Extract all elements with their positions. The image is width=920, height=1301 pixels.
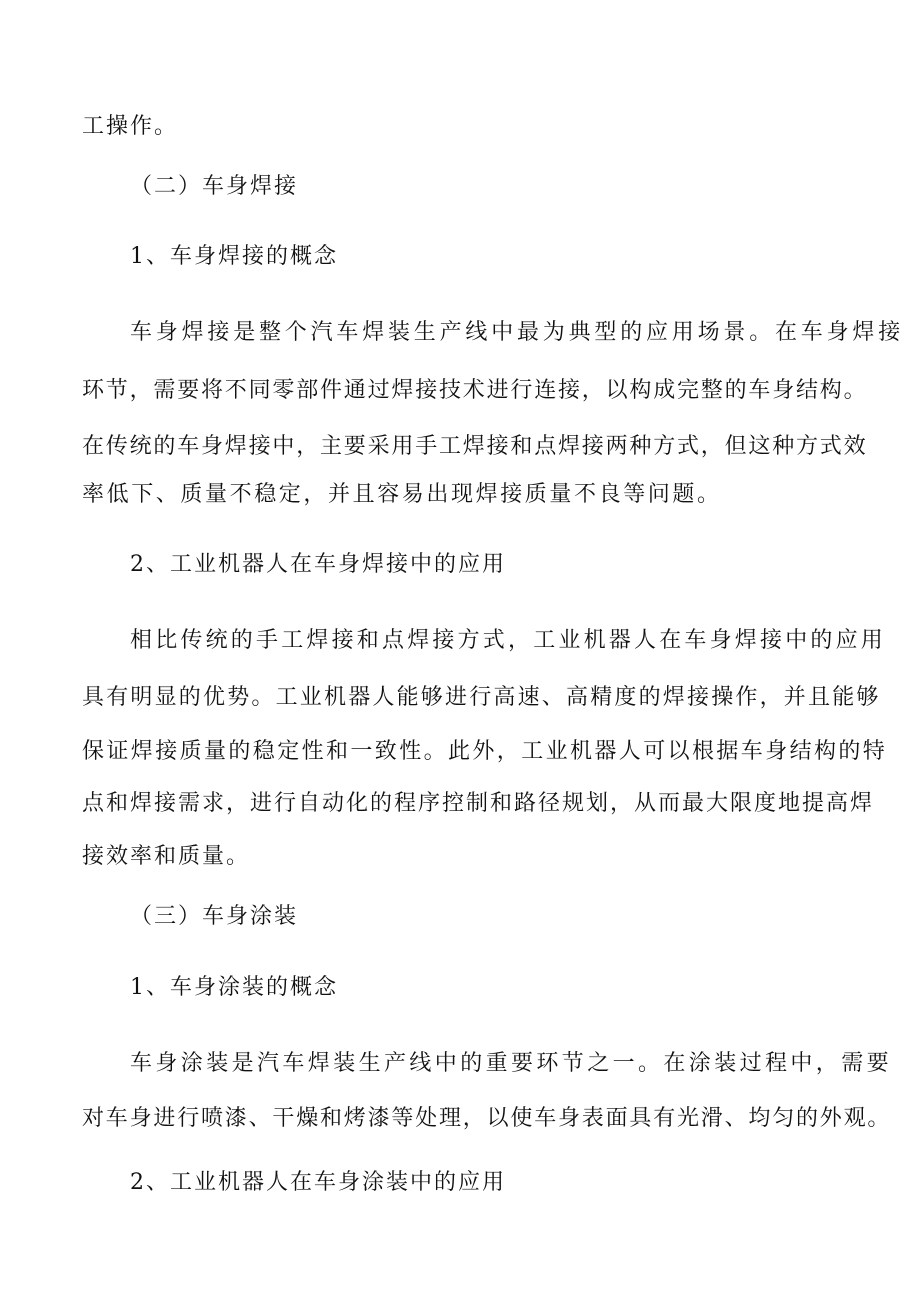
paragraph-welding-concept-line-4: 率低下、质量不稳定，并且容易出现焊接质量不良等问题。 xyxy=(82,482,722,507)
paragraph-painting-concept-line-2: 对车身进行喷漆、干燥和烤漆等处理，以使车身表面具有光滑、均匀的外观。 xyxy=(82,1106,892,1131)
subheading-painting-concept: 1、车身涂装的概念 xyxy=(130,975,338,1000)
subheading-welding-robot: 2、工业机器人在车身焊接中的应用 xyxy=(130,552,506,577)
paragraph-continuation: 工操作。 xyxy=(82,114,179,139)
section-heading-painting: （三）车身涂装 xyxy=(130,904,299,929)
paragraph-welding-robot-line-5: 接效率和质量。 xyxy=(82,844,251,869)
paragraph-welding-concept-line-2: 环节，需要将不同零部件通过焊接技术进行连接，以构成完整的车身结构。 xyxy=(82,378,868,403)
paragraph-painting-concept-line-1: 车身涂装是汽车焊装生产线中的重要环节之一。在涂装过程中，需要 xyxy=(130,1051,893,1076)
paragraph-welding-robot-line-2: 具有明显的优势。工业机器人能够进行高速、高精度的焊接操作，并且能够 xyxy=(82,685,881,710)
subheading-painting-robot: 2、工业机器人在车身涂装中的应用 xyxy=(130,1170,506,1195)
paragraph-welding-robot-line-4: 点和焊接需求，进行自动化的程序控制和路径规划，从而最大限度地提高焊 xyxy=(82,791,875,816)
subheading-welding-concept: 1、车身焊接的概念 xyxy=(130,244,338,269)
section-heading-welding: （二）车身焊接 xyxy=(130,174,299,199)
paragraph-welding-robot-line-3: 保证焊接质量的稳定性和一致性。此外，工业机器人可以根据车身结构的特 xyxy=(82,739,888,764)
paragraph-welding-robot-line-1: 相比传统的手工焊接和点焊接方式，工业机器人在车身焊接中的应用 xyxy=(130,628,887,653)
paragraph-welding-concept-line-3: 在传统的车身焊接中，主要采用手工焊接和点焊接两种方式，但这种方式效 xyxy=(82,434,868,459)
paragraph-welding-concept-line-1: 车身焊接是整个汽车焊装生产线中最为典型的应用场景。在车身焊接 xyxy=(130,320,905,345)
